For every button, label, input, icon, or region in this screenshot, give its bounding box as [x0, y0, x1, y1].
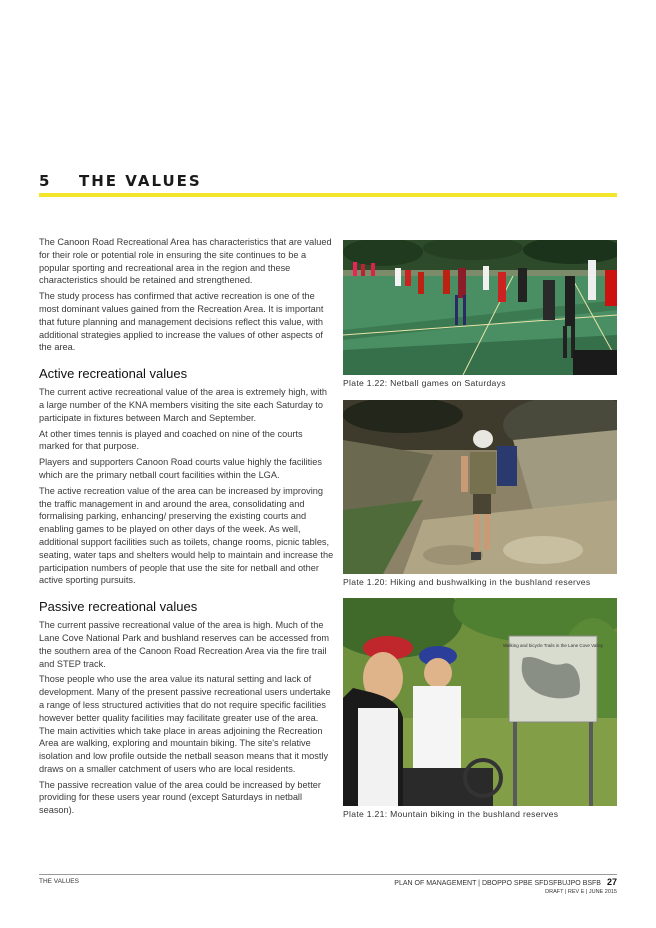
active-paragraph: The active recreation value of the area can be increased by improving the traffic management in and around the area, consolidating and formalising parking, enhancing/ preserving the existing courts and enabling games to be played on other days of the week. As well, additional support facilities such as toilets, change rooms, picnic tables, seating, water taps and shelters would help to maintain and increase the participation numbers of people that use the site for netball and other active sporting pursuits. [39, 485, 334, 586]
trail-sign-text: Walking and bicycle Trails in the Lane Cove Valley [502, 643, 604, 648]
body-column [39, 236, 334, 820]
footer-rule [39, 874, 617, 875]
chapter-heading [39, 172, 617, 190]
biking-photo [343, 598, 617, 806]
caption-biking: Plate 1.21: Mountain biking in the bushland reserves [343, 809, 559, 819]
netball-image [343, 240, 617, 375]
caption-hiking: Plate 1.20: Hiking and bushwalking in the bushland reserves [343, 577, 591, 587]
passive-paragraph: Those people who use the area value its natural setting and lack of development. Many of the present passive recreational users undertake a range of less structured activities that do not require specific facilities however better quality facilities may facilitate greater use of the area. The main activities which take place in areas adjoining the Recreation Area are walking, exploring and mountain biking. The site's relative isolation and low profile outside the netball season means that it mostly draws on a smaller catchment of users who are local residents. [39, 674, 331, 774]
active-paragraph: The current active recreational value of the area is extremely high, with a large number of the KNA members visiting the site each Saturday to participate in fixtures between March and September. [39, 387, 328, 423]
footer-section: THE VALUES [39, 878, 79, 885]
active-paragraph: Players and supporters Canoon Road courts value highly the facilities which are the primary netball court facilities within the LGA. [39, 457, 322, 480]
footer-doc-title: PLAN OF MANAGEMENT | DBOPPO SPBE SFDSFBUJPO BSFB [394, 880, 601, 887]
caption-netball: Plate 1.22: Netball games on Saturdays [343, 378, 506, 388]
netball-photo [343, 240, 617, 375]
chapter-title: THE VALUES [79, 172, 202, 190]
hiking-photo [343, 400, 617, 574]
footer-doc [394, 877, 617, 895]
chapter-number: 5 [39, 172, 52, 190]
page-number: 27 [606, 877, 617, 887]
chapter-rule [39, 193, 617, 197]
passive-paragraph: The current passive recreational value of the area is high. Much of the Lane Cove National Park and bushland reserves can be accessed from the southern area of the Canoon Road Recreation Area via the fire trail and STEP track. [39, 620, 330, 669]
passive-paragraph: The passive recreation value of the area could be increased by better providing for these users year round (except Saturdays in netball season). [39, 779, 321, 816]
passive-values-heading: Passive recreational values [39, 599, 198, 615]
active-values-heading: Active recreational values [39, 366, 188, 382]
hiking-image [343, 400, 617, 574]
active-paragraph: At other times tennis is played and coached on nine of the courts marked for that purpose. [39, 428, 303, 452]
biking-image [343, 598, 617, 806]
intro-paragraph: The Canoon Road Recreational Area has characteristics that are valued for their role or potential role in ensuring the site continues to be a popular sporting and recreational area in the region and these characteristics should be retained and strengthened. [39, 237, 332, 286]
footer-draft: DRAFT | REV E | JUNE 2015 [545, 889, 617, 895]
intro-paragraph: The study process has confirmed that active recreation is one of the most dominant values gained from the Recreation Area. It is important that future planning and management decisions reflect this value, with additional strategies applied to increase the values of other aspects of the area. [39, 291, 324, 353]
